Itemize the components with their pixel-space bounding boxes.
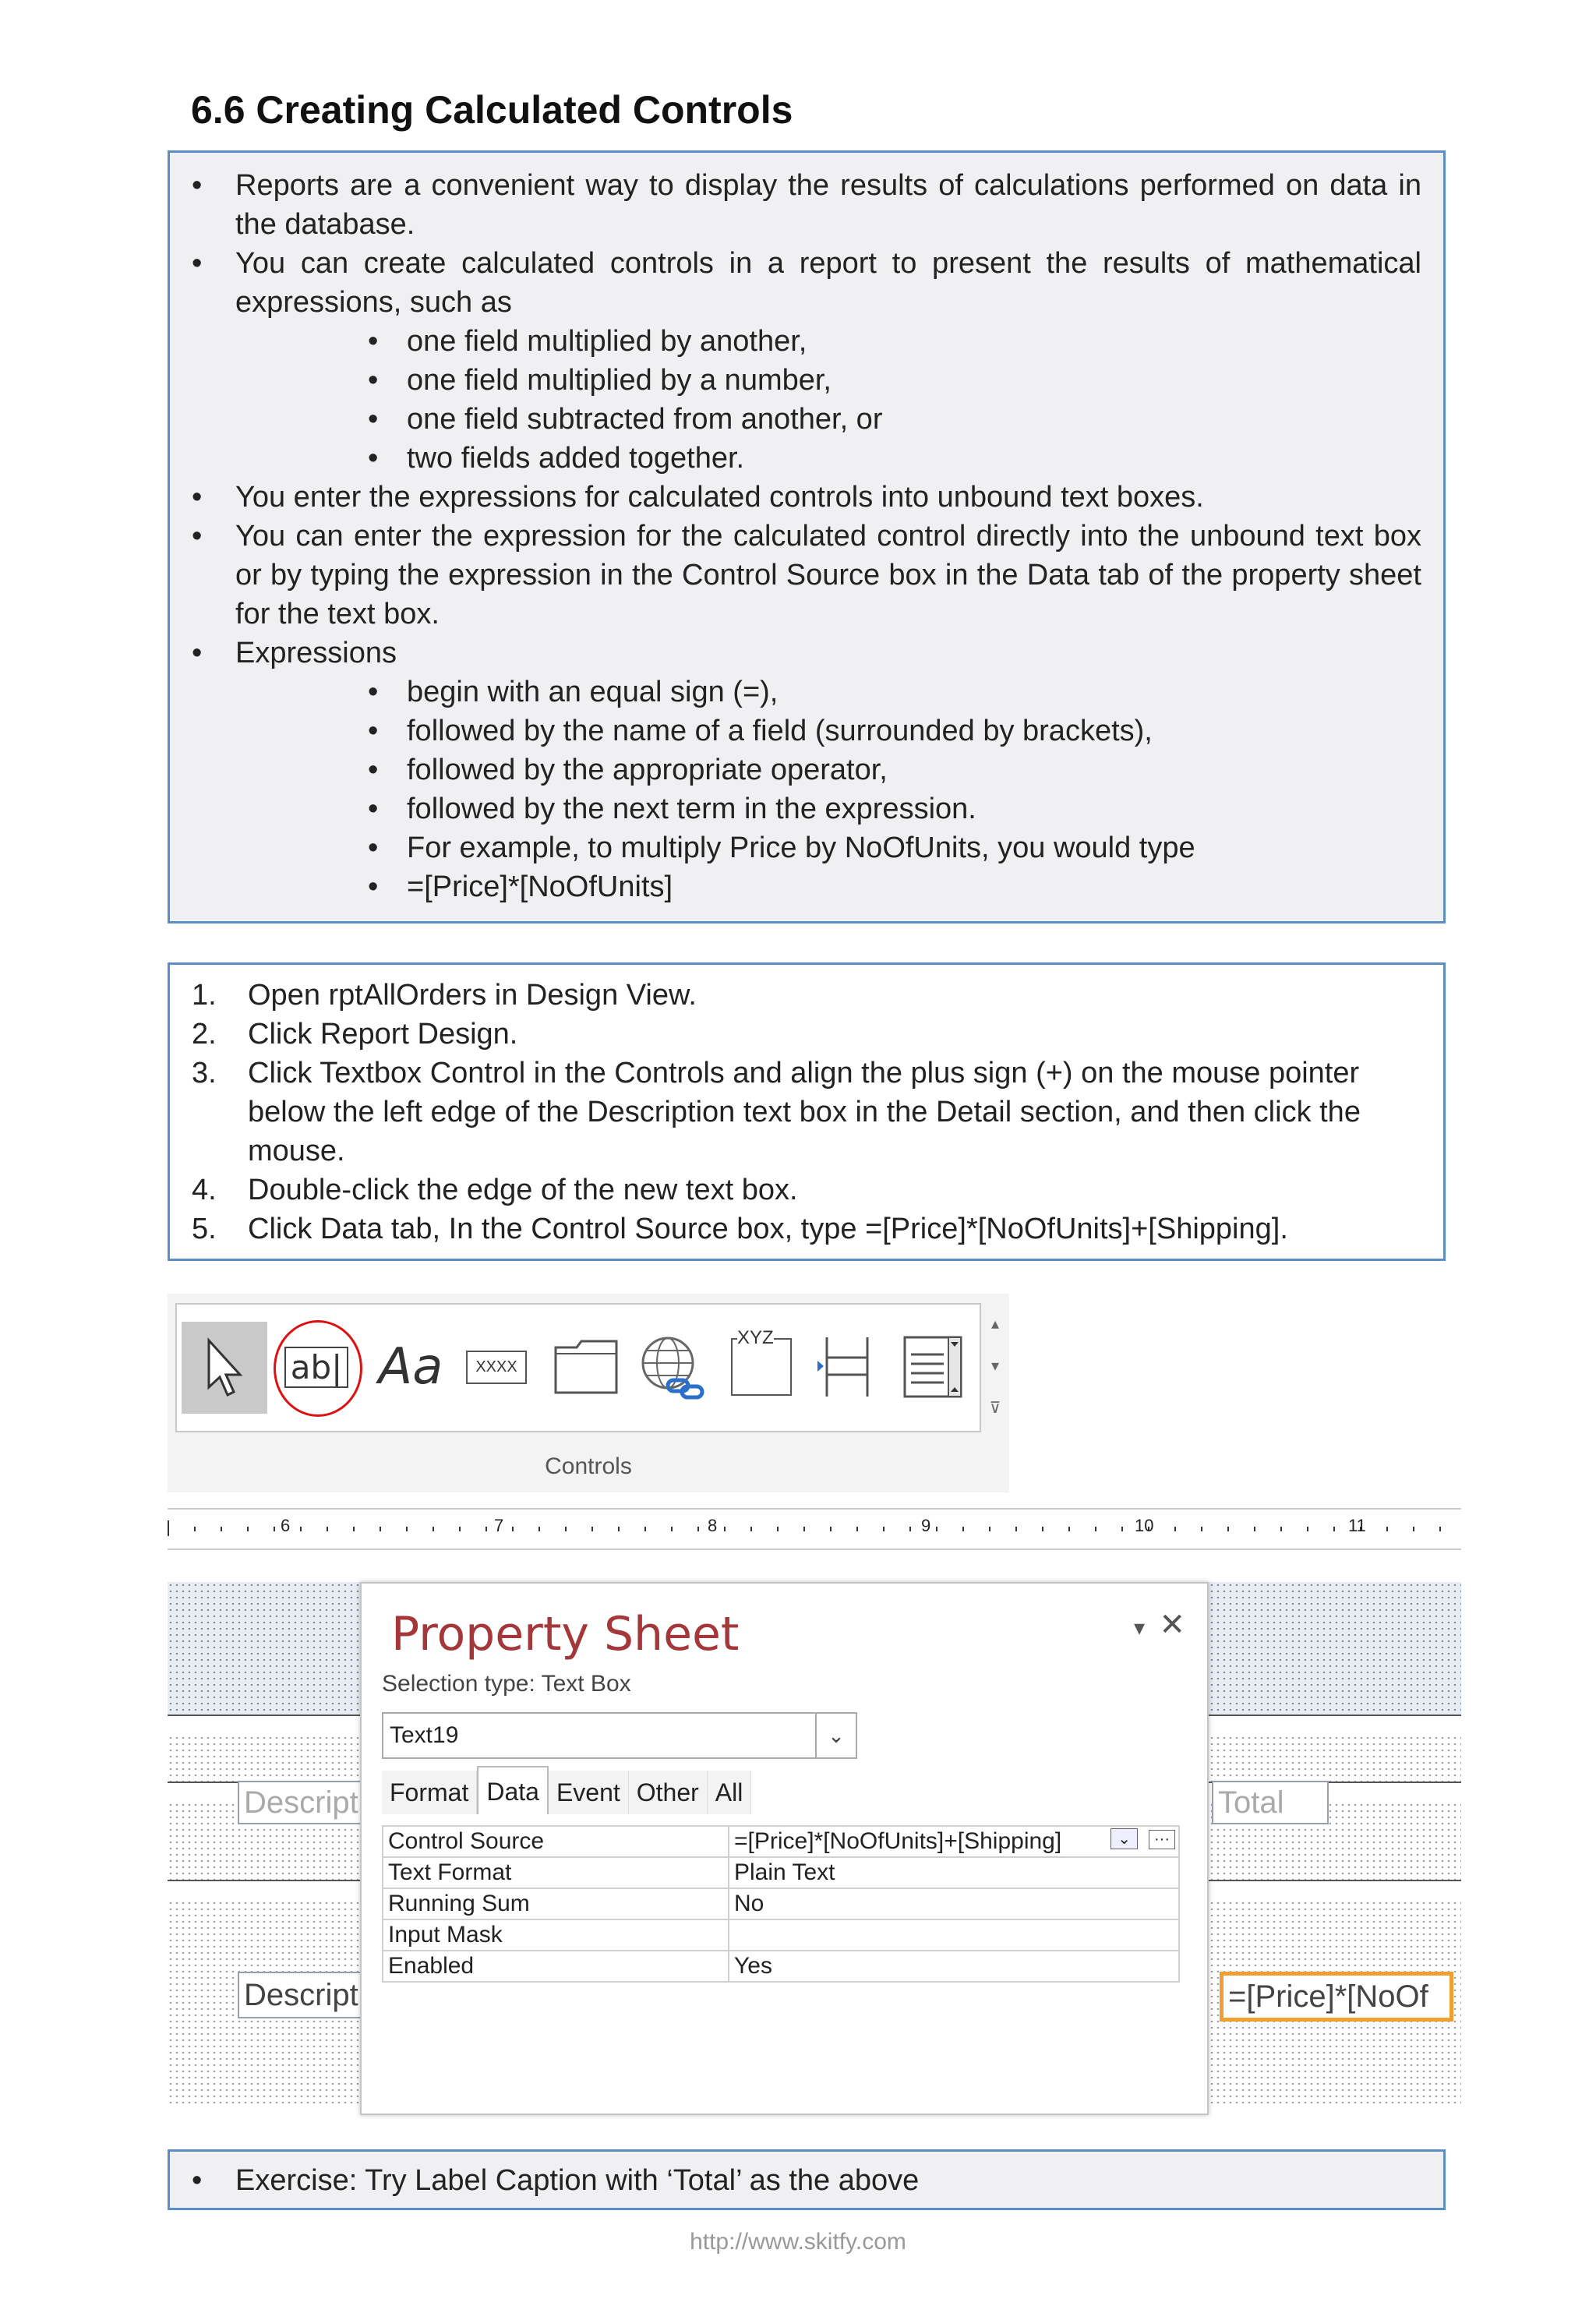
list-item: • You enter the expressions for calculated controls into unbound text boxes.	[170, 478, 1421, 517]
property-tabs	[382, 1771, 751, 1814]
ruler-tick	[750, 1527, 752, 1531]
expand-gallery-icon[interactable]: ⊽	[989, 1400, 1001, 1417]
ruler-number: 10	[1135, 1516, 1154, 1535]
step-text: Click Data tab, In the Control Source box, type =[Price]*[NoOfUnits]+[Shipping].	[248, 1213, 1288, 1245]
property-value[interactable]: No	[729, 1888, 1179, 1919]
ruler-number: 11	[1348, 1516, 1366, 1535]
ruler-number: 9	[921, 1516, 931, 1535]
scroll-up-icon[interactable]: ▴	[990, 1315, 1000, 1333]
property-row	[383, 1826, 1179, 1857]
exercise-list	[170, 2161, 1421, 2200]
ruler-tick	[1095, 1527, 1096, 1531]
ruler-tick	[1042, 1527, 1043, 1531]
object-selector[interactable]	[382, 1712, 857, 1759]
step-number: 5.	[192, 1213, 217, 1245]
ruler-tick	[300, 1527, 302, 1531]
chevron-down-icon[interactable]: ⌄	[815, 1714, 856, 1757]
sub-list	[235, 322, 1421, 478]
property-row	[383, 1919, 1179, 1951]
tab-data[interactable]: Data	[477, 1766, 549, 1814]
ruler-tick	[221, 1527, 222, 1531]
ruler-tick	[936, 1527, 937, 1531]
property-name: Running Sum	[383, 1888, 729, 1919]
ribbon-controls-group	[168, 1294, 1009, 1492]
ruler-tick	[247, 1527, 249, 1531]
ruler-tick	[883, 1527, 885, 1531]
ruler-tick	[406, 1527, 408, 1531]
ruler-number: 6	[281, 1516, 291, 1535]
horizontal-ruler	[168, 1508, 1461, 1550]
ruler-tick	[459, 1527, 461, 1531]
ruler-tick	[486, 1527, 487, 1531]
ruler-tick	[909, 1527, 911, 1531]
step-item	[170, 1171, 1421, 1210]
step-text: Double-click the edge of the new text box.	[248, 1174, 798, 1206]
property-table	[382, 1825, 1180, 1983]
property-value[interactable]: Yes	[729, 1951, 1179, 1982]
ruler-tick	[538, 1527, 540, 1531]
steps-list	[170, 976, 1421, 1248]
list-item	[170, 244, 1421, 478]
ruler-tick	[777, 1527, 779, 1531]
ruler-tick	[644, 1527, 646, 1531]
list-item-text: Expressions	[235, 637, 397, 669]
sub-list-item: • For example, to multiply Price by NoOfUnits, you would type	[407, 828, 1421, 867]
folder-icon	[553, 1338, 619, 1396]
sub-list-item: • one field multiplied by a number,	[407, 361, 1421, 400]
textbox-control-button[interactable]	[274, 1328, 359, 1406]
step-item	[170, 1015, 1421, 1054]
ruler-tick	[671, 1527, 673, 1531]
steps-box	[168, 962, 1446, 1261]
property-value[interactable]: Plain Text	[729, 1857, 1179, 1888]
globe-link-icon	[637, 1332, 707, 1402]
calculated-field[interactable]: =[Price]*[NoOf	[1220, 1972, 1453, 2022]
ruler-tick	[1121, 1527, 1123, 1531]
description-field[interactable]: Descript	[238, 1972, 362, 2018]
selection-type: Selection type: Text Box	[382, 1671, 631, 1697]
tab-event[interactable]: Event	[549, 1771, 629, 1814]
chevron-down-icon[interactable]: ⌄	[1110, 1828, 1138, 1849]
step-item	[170, 1054, 1421, 1171]
ruler-tick	[274, 1527, 275, 1531]
ruler-tick	[1015, 1527, 1017, 1531]
tab-all[interactable]: All	[708, 1771, 752, 1814]
list-box-icon	[902, 1334, 964, 1400]
ruler-tick	[1280, 1527, 1282, 1531]
property-value[interactable]: =[Price]*[NoOfUnits]+[Shipping] ⌄ ···	[729, 1826, 1179, 1857]
chart-control-icon	[731, 1327, 792, 1396]
ruler-tick	[168, 1520, 169, 1536]
ruler-tick	[1413, 1527, 1414, 1531]
description-header-label[interactable]: Descript	[238, 1781, 362, 1824]
property-name: Enabled	[383, 1951, 729, 1982]
ruler-tick	[327, 1527, 328, 1531]
ruler-tick	[989, 1527, 990, 1531]
object-name: Text19	[390, 1722, 459, 1748]
intro-box	[168, 150, 1446, 923]
page-break-control-button[interactable]	[808, 1328, 886, 1406]
section-heading: 6.6 Creating Calculated Controls	[191, 88, 793, 132]
combo-list-control-button[interactable]	[894, 1328, 972, 1406]
ruler-tick	[856, 1527, 858, 1531]
intro-list	[170, 166, 1421, 906]
ruler-tick	[1174, 1527, 1176, 1531]
ruler-tick	[194, 1527, 196, 1531]
sub-list-item: • one field subtracted from another, or	[407, 400, 1421, 439]
pointer-icon	[201, 1337, 248, 1399]
tab-format[interactable]: Format	[382, 1771, 477, 1814]
sub-list	[235, 673, 1421, 906]
ruler-tick	[433, 1527, 434, 1531]
sub-list-item: • =[Price]*[NoOfUnits]	[407, 867, 1421, 906]
step-item	[170, 976, 1421, 1015]
ruler-tick	[724, 1527, 726, 1531]
hyperlink-control-button[interactable]	[633, 1328, 711, 1406]
list-item: • You can enter the expression for the calculated control directly into the unbound text box or by typing the expression in the Control Source box in the Data tab of the property sheet for the text box.	[170, 517, 1421, 634]
select-pointer-button[interactable]	[182, 1322, 267, 1414]
ruler-tick	[618, 1527, 620, 1531]
ruler-number: 8	[708, 1516, 718, 1535]
ruler-tick	[1386, 1527, 1388, 1531]
chart-control-button[interactable]	[722, 1328, 800, 1406]
ruler-tick	[353, 1527, 355, 1531]
builder-icon[interactable]: ···	[1149, 1830, 1175, 1849]
property-row	[383, 1888, 1179, 1919]
controls-gallery	[175, 1303, 981, 1432]
property-name: Text Format	[383, 1857, 729, 1888]
ruler-tick	[512, 1527, 514, 1531]
property-sheet	[360, 1582, 1209, 2115]
ruler-tick	[1068, 1527, 1070, 1531]
ruler-tick	[1439, 1527, 1441, 1531]
step-number: 3.	[192, 1057, 217, 1089]
sub-list-item: • followed by the appropriate operator,	[407, 750, 1421, 789]
button-control[interactable]	[457, 1328, 535, 1406]
step-text: Open rptAllOrders in Design View.	[248, 979, 697, 1012]
ruler-number: 7	[494, 1516, 504, 1535]
ruler-tick	[962, 1527, 964, 1531]
dropdown-arrow-icon[interactable]: ▾	[1133, 1616, 1145, 1640]
exercise-item: • Exercise: Try Label Caption with ‘Total’ as the above	[170, 2161, 1421, 2200]
list-item	[170, 634, 1421, 906]
property-row	[383, 1857, 1179, 1888]
step-number: 2.	[192, 1018, 217, 1051]
ruler-tick	[697, 1527, 699, 1531]
tab-other[interactable]: Other	[629, 1771, 708, 1814]
textbox-icon: ab|	[284, 1347, 349, 1388]
property-row	[383, 1951, 1179, 1982]
list-item: • Reports are a convenient way to display the results of calculations performed on data in the database.	[170, 166, 1421, 244]
property-value[interactable]	[729, 1919, 1179, 1951]
ruler-tick	[830, 1527, 832, 1531]
sub-list-item: • followed by the next term in the expression.	[407, 789, 1421, 828]
sub-list-item: • two fields added together.	[407, 439, 1421, 478]
property-name: Input Mask	[383, 1919, 729, 1951]
property-sheet-title: Property Sheet	[391, 1607, 740, 1662]
sub-list-item: • begin with an equal sign (=),	[407, 673, 1421, 712]
ruler-tick	[1254, 1527, 1255, 1531]
step-item	[170, 1210, 1421, 1248]
group-label: Controls	[545, 1453, 632, 1479]
list-item-text: You can create calculated controls in a report to present the results of mathematical expressions, such as	[235, 247, 1421, 319]
ruler-tick	[1333, 1527, 1335, 1531]
ruler-tick	[565, 1527, 567, 1531]
ruler-tick	[1307, 1527, 1308, 1531]
total-label[interactable]: Total	[1212, 1781, 1329, 1824]
sub-list-item: • followed by the name of a field (surrounded by brackets),	[407, 712, 1421, 750]
ruler-tick	[803, 1527, 805, 1531]
step-number: 4.	[192, 1174, 217, 1206]
footer-url[interactable]: http://www.skitfy.com	[690, 2229, 906, 2255]
step-text: Click Textbox Control in the Controls and align the plus sign (+) on the mouse pointer below the left edge of the Description text box in the Detail section, and then click the mouse.	[248, 1057, 1361, 1167]
property-name: Control Source	[383, 1826, 729, 1857]
ruler-tick	[380, 1527, 381, 1531]
ruler-tick	[1201, 1527, 1202, 1531]
label-control-button[interactable]: Aa	[378, 1338, 443, 1396]
close-icon[interactable]: ✕	[1159, 1608, 1185, 1642]
tab-control-button[interactable]	[547, 1328, 625, 1406]
chart-control-label: XYZ	[737, 1327, 774, 1348]
scroll-down-icon[interactable]: ▾	[990, 1358, 1000, 1375]
ruler-tick	[1227, 1527, 1229, 1531]
ruler-tick	[591, 1527, 593, 1531]
step-number: 1.	[192, 979, 217, 1012]
gallery-scroll[interactable]	[986, 1303, 1005, 1429]
step-text: Click Report Design.	[248, 1018, 518, 1051]
sub-list-item: • one field multiplied by another,	[407, 322, 1421, 361]
exercise-box	[168, 2149, 1446, 2210]
page-break-icon	[816, 1334, 878, 1400]
button-control-icon: XXXX	[466, 1351, 526, 1384]
